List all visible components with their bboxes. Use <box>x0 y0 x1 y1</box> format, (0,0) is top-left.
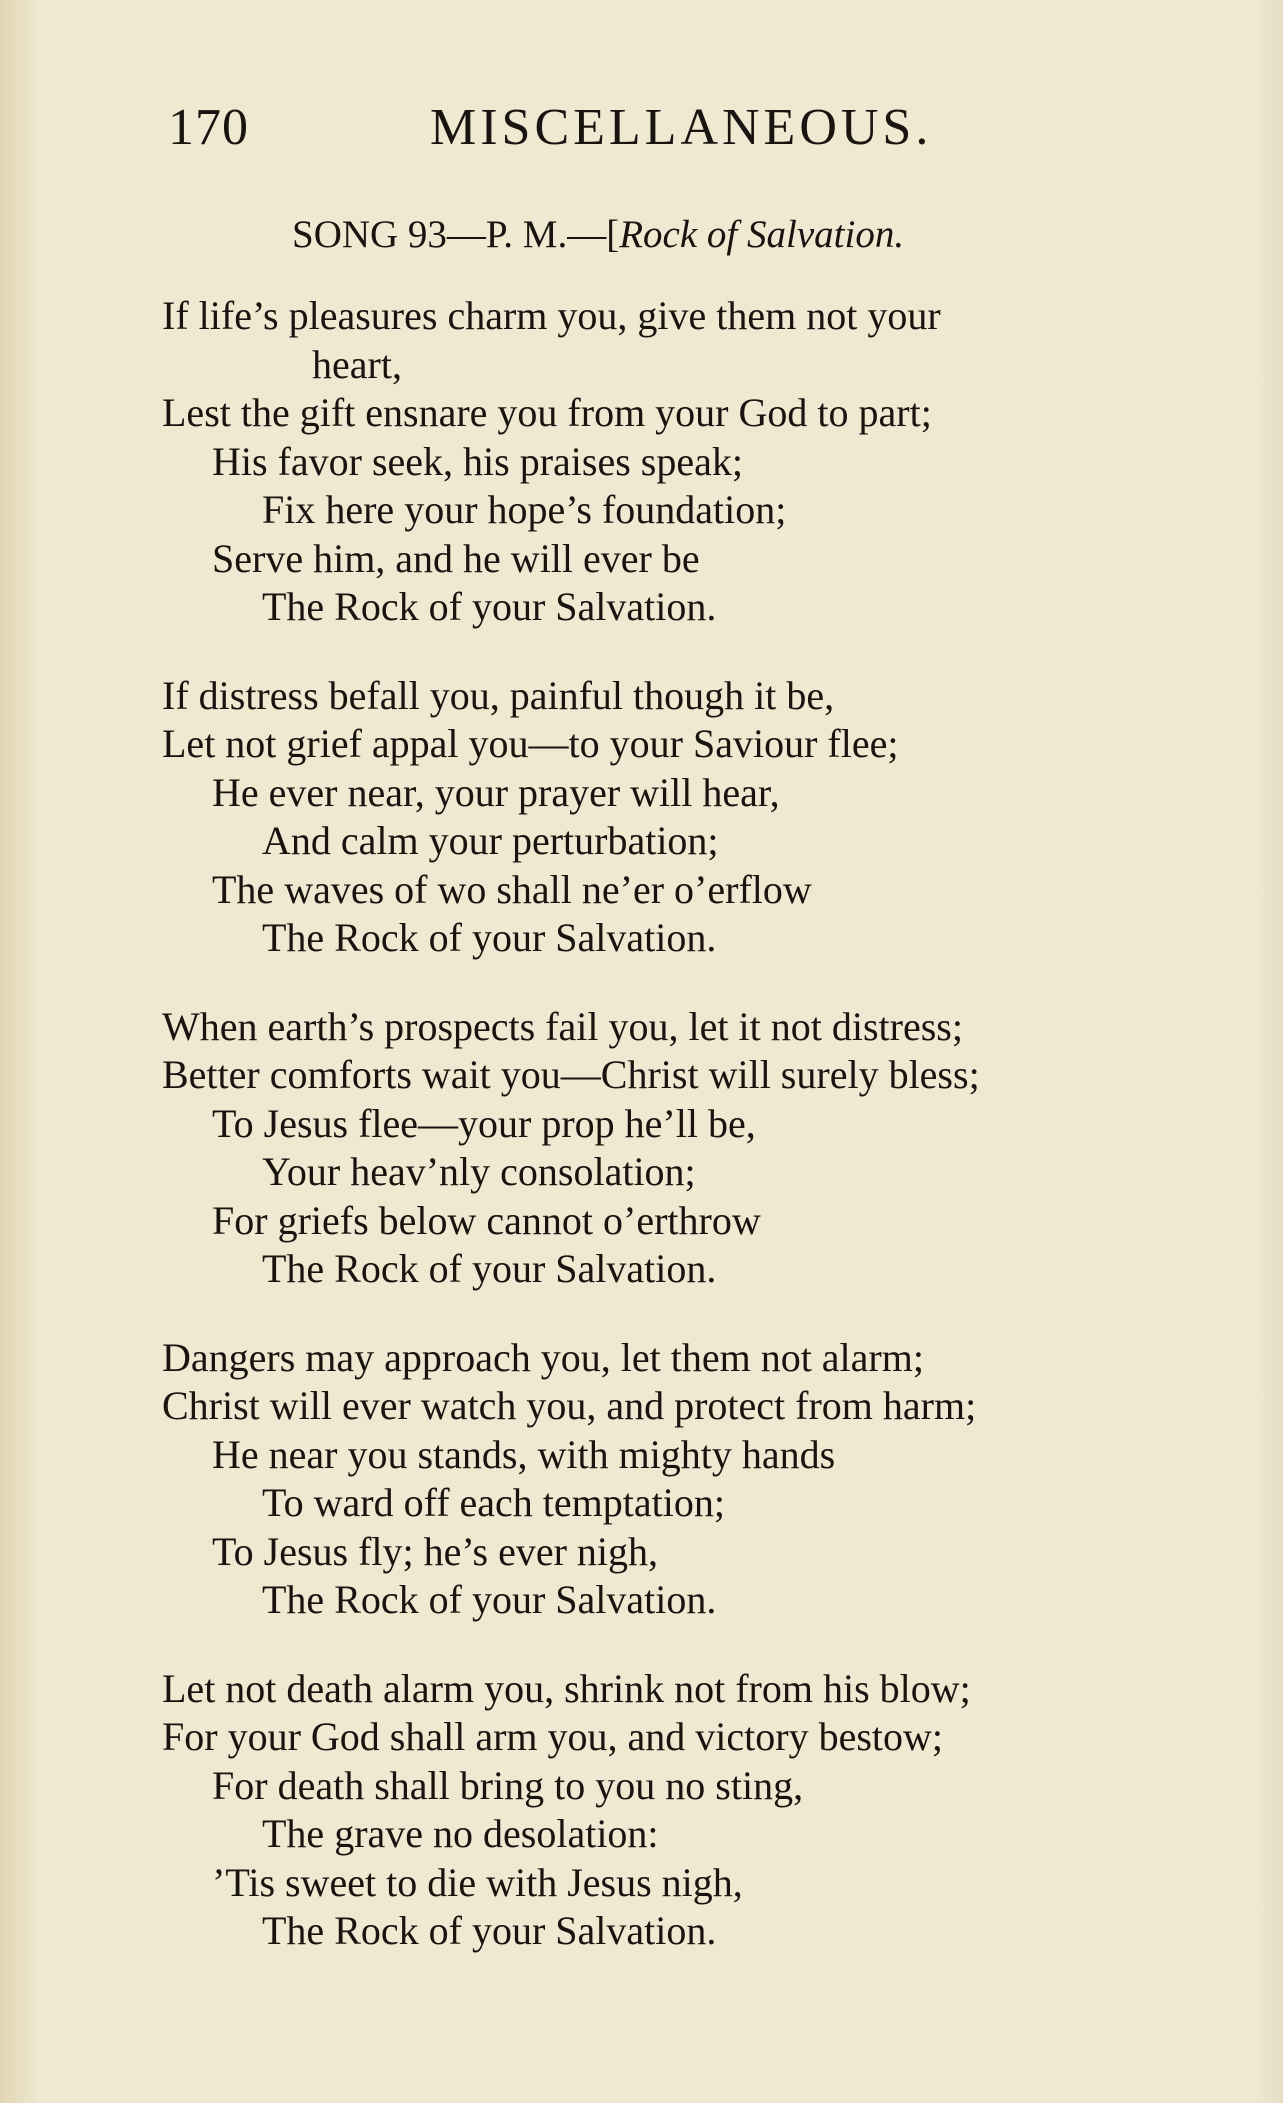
verse-line: To Jesus flee—your prop he’ll be, <box>212 1100 756 1146</box>
verse-line: Let not death alarm you, shrink not from his blow; <box>162 1665 971 1711</box>
verse-line: For griefs below cannot o’erthrow <box>212 1197 761 1243</box>
verse-line: He ever near, your prayer will hear, <box>212 769 780 815</box>
song-heading-prefix: SONG 93—P. M.—[ <box>292 213 620 256</box>
verse-line: For death shall bring to you no sting, <box>212 1762 804 1808</box>
stanza-4 <box>0 1334 1283 1625</box>
verse-line: The Rock of your Salvation. <box>262 584 717 629</box>
stanza-2 <box>0 672 1283 963</box>
verse-line: Dangers may approach you, let them not alarm; <box>162 1334 924 1380</box>
verse-line: The Rock of your Salvation. <box>262 915 717 960</box>
verse-line: To ward off each temptation; <box>262 1480 725 1525</box>
verse-line: Christ will ever watch you, and protect from harm; <box>162 1383 977 1428</box>
verse-line: The Rock of your Salvation. <box>262 1577 717 1622</box>
verse-line: The grave no desolation: <box>262 1811 659 1856</box>
tune-name: Rock of Salvation. <box>619 213 905 256</box>
running-head <box>168 98 998 158</box>
verse-line: To Jesus fly; he’s ever nigh, <box>212 1528 659 1574</box>
verse-line: He near you stands, with mighty hands <box>212 1431 836 1477</box>
verse-line: If life’s pleasures charm you, give them not your <box>162 293 941 338</box>
verse-line: heart, <box>312 341 402 387</box>
verse-line: When earth’s prospects fail you, let it not distress; <box>162 1003 963 1049</box>
verse-line: His favor seek, his praises speak; <box>212 438 743 484</box>
verse-line: And calm your perturbation; <box>262 818 719 863</box>
verse-line: Fix here your hope’s foundation; <box>262 487 787 532</box>
verse-line: Better comforts wait you—Christ will surely bless; <box>162 1052 980 1097</box>
verse-line: Let not grief appal you—to your Saviour flee; <box>162 721 899 766</box>
section-title: MISCELLANEOUS. <box>430 99 933 156</box>
stanza-3 <box>0 1003 1283 1294</box>
verse-line: For your God shall arm you, and victory bestow; <box>162 1714 943 1759</box>
verse-line: Your heav’nly consolation; <box>262 1149 696 1194</box>
poem <box>0 292 1283 1996</box>
verse-line: The Rock of your Salvation. <box>262 1246 717 1291</box>
verse-line: ’Tis sweet to die with Jesus nigh, <box>212 1859 743 1905</box>
page-number: 170 <box>168 99 249 156</box>
verse-line: The Rock of your Salvation. <box>262 1908 717 1953</box>
stanza-1 <box>0 292 1283 632</box>
verse-line: Lest the gift ensnare you from your God to part; <box>162 390 932 435</box>
verse-line: If distress befall you, painful though it be, <box>162 672 835 718</box>
verse-line: The waves of wo shall ne’er o’erflow <box>212 866 812 912</box>
stanza-5 <box>0 1665 1283 1956</box>
song-heading <box>292 212 904 257</box>
verse-line: Serve him, and he will ever be <box>212 535 700 581</box>
